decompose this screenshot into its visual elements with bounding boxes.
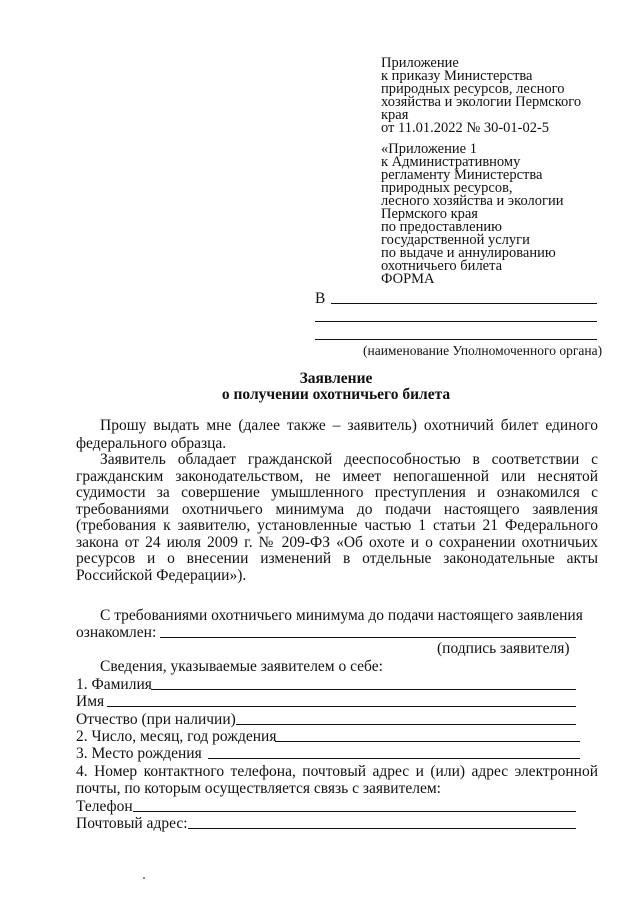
form-label: ФОРМА	[381, 271, 435, 287]
addressee-caption: (наименование Уполномоченного органа)	[363, 343, 603, 358]
signature-line[interactable]	[160, 637, 576, 638]
scan-speck	[143, 877, 145, 879]
patronymic-label: Отчество (при наличии)	[76, 711, 236, 728]
signature-caption: (подпись заявителя)	[437, 640, 570, 657]
appendix1-line: к Административному	[381, 154, 521, 170]
patronymic-input[interactable]	[236, 724, 576, 725]
appendix-line: хозяйства и экологии Пермского	[381, 94, 582, 110]
info-intro: Сведения, указываемые заявителем о себе:	[100, 658, 383, 675]
addressee-prefix: В	[315, 290, 326, 307]
appendix1-header	[381, 143, 621, 286]
minimum-line2-label: ознакомлен:	[76, 624, 157, 641]
contacts-line1: 4. Номер контактного телефона, почтовый адрес и (или) адрес электронной	[76, 763, 598, 780]
postal-input[interactable]	[188, 828, 576, 829]
addressee-line-2[interactable]	[315, 321, 597, 322]
appendix1-line: по предоставлению	[381, 219, 502, 235]
phone-input[interactable]	[133, 811, 576, 812]
paragraph-capacity-text: Заявитель обладает гражданской дееспособностью в соответствии с гражданским законодательством, не имеет непогашенной или неснятой судимости за совершение умышленного преступления и ознакомился с требованиями охотничьего минимума до подачи настоящего заявления (требования к заявителю, установленные частью 1 статьи 21 Федерального закона от 24 июля 2009 г. № 209-ФЗ «Об охоте и о сохранении охотничьих ресурсов и о внесении изменений в отдельные законодательные акты Российской Федерации»).	[76, 451, 598, 584]
surname-input[interactable]	[151, 689, 576, 690]
appendix1-line: охотничьего билета	[381, 258, 503, 274]
birthplace-label: 3. Место рождения	[76, 745, 202, 762]
minimum-line1: С требованиями охотничьего минимума до подачи настоящего заявления	[100, 607, 583, 624]
paragraph-request-text: Прошу выдать мне (далее также – заявитель) охотничий билет единого федерального образца.	[76, 417, 598, 452]
appendix-line: к приказу Министерства	[381, 68, 533, 84]
document-title: Заявление	[299, 370, 373, 387]
appendix-line: от 11.01.2022 № 30-01-02-5	[381, 120, 550, 136]
appendix1-line: государственной услуги	[381, 232, 530, 248]
addressee-line-1[interactable]	[331, 303, 597, 304]
birthdate-label: 2. Число, месяц, год рождения	[76, 728, 277, 745]
surname-label: 1. Фамилия	[76, 676, 152, 693]
birthdate-input[interactable]	[275, 741, 580, 742]
addressee-line-3[interactable]	[315, 339, 597, 340]
appendix-header	[381, 57, 621, 135]
appendix1-line: Пермского края	[381, 206, 478, 222]
appendix1-line: по выдаче и аннулированию	[381, 245, 556, 261]
appendix-line: природных ресурсов, лесного	[381, 81, 565, 97]
postal-label: Почтовый адрес:	[76, 815, 188, 832]
name-label: Имя	[76, 693, 105, 710]
appendix-line: края	[381, 107, 409, 123]
birthplace-input[interactable]	[208, 758, 580, 759]
appendix1-line: природных ресурсов,	[381, 180, 513, 196]
contacts-line2: почты, по которым осуществляется связь с заявителем:	[76, 780, 441, 797]
paragraph-capacity	[76, 452, 598, 584]
appendix1-line: лесного хозяйства и экологии	[381, 193, 564, 209]
paragraph-request	[76, 417, 598, 452]
appendix1-line: «Приложение 1	[381, 141, 477, 157]
name-input[interactable]	[107, 706, 576, 707]
document-subtitle: о получении охотничьего билета	[221, 386, 451, 403]
appendix-line: Приложение	[381, 55, 459, 71]
appendix1-line: регламенту Министерства	[381, 167, 543, 183]
phone-label: Телефон	[76, 798, 133, 815]
